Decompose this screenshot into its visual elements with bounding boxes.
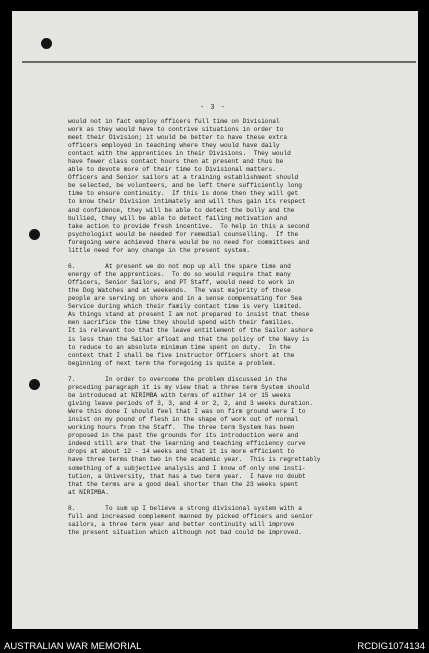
- text-line: full and increased complement manned by picked officers and senior: [68, 513, 314, 521]
- text-line: officers employed in teaching where they would have daily: [68, 142, 280, 150]
- text-line: work as they would have to contrive situations in order to: [68, 126, 284, 134]
- text-line: Were this done I should feel that I was on firm ground were I to: [68, 408, 306, 416]
- text-line: Service during which their family contact time is very limited.: [68, 303, 302, 311]
- text-line: As things stand at present I am not prepared to insist that these: [68, 311, 310, 319]
- text-line: at NIRIMBA.: [68, 488, 109, 496]
- text-line: people are serving on shore and in a sense compensating for Sea: [68, 295, 302, 303]
- text-line: 7. In order to overcome the problem discussed in the: [68, 376, 288, 383]
- document-page: [12, 11, 418, 629]
- paragraph-gap: [68, 255, 413, 263]
- text-line: context that I shall be five instructor Officers short at the: [68, 351, 295, 359]
- text-line: Officers and Senior sailors at a training establishment should: [68, 174, 299, 182]
- document-body: [68, 118, 413, 537]
- text-line: to reduce to an absolute minimum time spent on duty. In the: [68, 343, 291, 351]
- text-line: be selected, be volunteers, and be left there sufficiently long: [68, 182, 302, 190]
- text-line: contact with the apprentices in their Divisions. They would: [68, 150, 291, 158]
- text-line: beginning of next term the foregoing is quite a problem.: [68, 359, 276, 367]
- text-line: It is relevant too that the leave entitlement of the Sailor ashore: [68, 327, 314, 335]
- text-line: foregoing were achieved there would be no need for committees and: [68, 238, 310, 246]
- text-line: men sacrifice the time they should spend with their families.: [68, 319, 295, 327]
- page-number: - 3 -: [200, 104, 227, 112]
- text-line: drops at about 12 - 14 weeks and that it is more efficient to: [68, 448, 295, 456]
- text-line: be introduced at NIRIMBA with terms of either 14 or 15 weeks: [68, 392, 291, 400]
- record-id: RCDIG1074134: [357, 641, 425, 652]
- text-line: proposed in the past the grounds for its introduction were and: [68, 432, 299, 440]
- archive-name: AUSTRALIAN WAR MEMORIAL: [4, 641, 142, 652]
- text-line: preceding paragraph it is my view that a three term System should: [68, 384, 310, 392]
- text-line: take action to provide fresh incentive. To help in this a second: [68, 222, 310, 230]
- text-line: something of a subjective analysis and I know of only one insti-: [68, 464, 306, 472]
- paragraph-gap: [68, 497, 413, 505]
- text-line: giving leave periods of 3, 3, and 4 or 2, 2, and 3 weeks duration.: [68, 400, 314, 408]
- text-line: have three terms than two in the academic year. This is regrettably: [68, 456, 321, 464]
- text-line: have fewer class contact hours then at present and thus be: [68, 158, 284, 166]
- text-line: sailors, a three term year and better continuity will improve: [68, 521, 295, 529]
- paragraph-gap: [68, 368, 413, 376]
- text-line: to know their Division intimately and will thus gain its respect: [68, 198, 306, 206]
- text-line: that the terms are a good deal shorter than the 23 weeks spent: [68, 480, 299, 488]
- text-line: is less than the Sailor afloat and that the policy of the Navy is: [68, 335, 310, 343]
- header-rule: [22, 61, 416, 63]
- text-line: meet their Division; it would be better to have these extra: [68, 134, 288, 142]
- text-line: working hours from the Staff. The three term System has been: [68, 424, 295, 432]
- text-line: psychologist would be needed for remedial counselling. If the: [68, 230, 299, 238]
- text-line: tution, a University, that has a two term year. I have no doubt: [68, 472, 306, 480]
- text-line: time to ensure continuity. If this is done then they will get: [68, 190, 299, 198]
- text-line: and confidence, they will be able to detect the bully and the: [68, 206, 295, 214]
- text-line: Officers, Senior Sailors, and PT Staff, would need to work in: [68, 279, 295, 287]
- text-line: little need for any change in the present system.: [68, 246, 250, 254]
- text-line: insist on my pound of flesh in the shape of work out of normal: [68, 416, 299, 424]
- text-line: 6. At present we do not mop up all the spare time and: [68, 263, 291, 271]
- archive-footer: [0, 630, 429, 653]
- text-line: 8. To sum up I believe a strong divisional system with a: [68, 505, 302, 512]
- text-line: able to devote more of their time to Divisional matters.: [68, 166, 276, 174]
- text-line: the present situation which although not bad could be improved.: [68, 529, 302, 537]
- punch-hole-middle: [29, 229, 40, 240]
- text-line: energy of the apprentices. To do so would require that many: [68, 271, 291, 279]
- punch-hole-bottom: [29, 379, 40, 390]
- text-line: would not in fact employ officers full time on Divisional: [68, 118, 280, 125]
- punch-hole-top: [41, 38, 52, 49]
- text-line: bullied, they will be able to detect failing motivation and: [68, 214, 288, 222]
- text-line: the Dog Watches and at weekends. The vast majority of these: [68, 287, 291, 295]
- text-line: indeed still are that the learning and teaching efficiency curve: [68, 440, 306, 448]
